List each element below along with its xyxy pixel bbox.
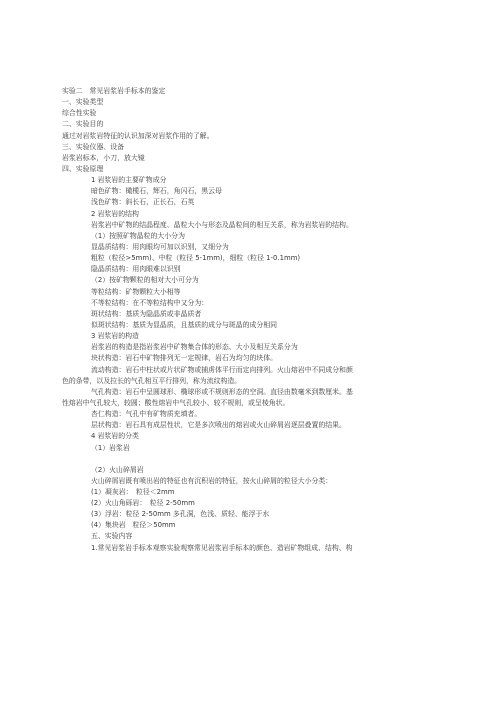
paragraph-line: 粗粒（粒径>5mm)、中粒（粒径 5-1mm)，细粒（粒径 1-0.1mm) [91, 254, 301, 263]
paragraph-line: 杏仁构造：气孔中有矿物质充填者。 [91, 410, 202, 419]
paragraph-line: 等粒结构：矿物颗粒大小相等 [91, 287, 181, 296]
paragraph-line: （1）按照矿物晶粒的大小分为 [91, 231, 185, 240]
list-item: (3）浮岩：粒径 2-50mm 多孔洞，色浅、质轻、能浮于水 [91, 510, 270, 519]
paragraph-line: （2）按矿物颗粒的相对大小可分为 [91, 276, 199, 285]
section-heading: 五、实验内容 [91, 532, 133, 541]
blank-line [62, 454, 442, 465]
paragraph-line: 性熔岩中气孔较大，较圆；酸性熔岩中气孔较小、较不规则，或呈棱角状。 [62, 398, 290, 407]
list-item: (1）凝灰岩： 粒径＜2mm [91, 487, 175, 496]
subsection-heading: 2 岩浆岩的结构 [91, 209, 139, 218]
section-heading: 一、实验类型 [62, 98, 104, 107]
paragraph-line: 通过对岩浆岩特征的认识加深对岩浆作用的了解。 [62, 131, 214, 140]
paragraph-line: 综合性实验 [62, 109, 97, 118]
paragraph-line: 隐晶质结构：用肉眼难以识别 [91, 265, 181, 274]
paragraph-line: 流动构造：岩石中柱状或片状矿物或捕虏体平行而定向排列。火山熔岩中不同成分和颜 [91, 365, 353, 374]
paragraph-line: 斑状结构：基质为隐晶质或非晶质者 [91, 309, 202, 318]
paragraph-line: 火山碎屑岩既有喷出岩的特征也有沉积岩的特征，按火山碎屑的粒径大小分类： [91, 476, 333, 485]
paragraph-line: 岩浆岩的构造是指岩浆岩中矿物集合体的形态、大小及相互关系分为 [91, 343, 298, 352]
paragraph-line: （1）岩浆岩 [91, 443, 130, 452]
section-heading: 二、实验目的 [62, 120, 104, 129]
paragraph-line: 层状构造：岩石具有成层性状，它是多次喷出的熔岩或火山碎屑岩逐层叠置的结果。 [91, 421, 346, 430]
subsection-heading: 3 岩浆岩的构造 [91, 332, 139, 341]
document-body [62, 86, 442, 554]
paragraph-line: 岩浆岩中矿物的结晶程度、晶粒大小与形态及晶粒间的相互关系，称为岩浆岩的结构。 [91, 220, 353, 229]
list-item: (2）火山角砾岩： 粒径 2-50mm [91, 499, 195, 508]
subsection-heading: 4 岩浆岩的分类 [91, 432, 139, 441]
section-heading: 四、实验原理 [62, 164, 104, 173]
list-item: (4）集块岩 粒径＞50mm [91, 521, 176, 530]
paragraph-line: 1.常见岩浆岩手标本观察实验观察常见岩浆岩手标本的颜色、造岩矿物组成、结构、构 [91, 543, 353, 552]
section-heading: 三、实验仪器、设备 [62, 142, 125, 151]
subsection-heading: 1 岩浆岩的主要矿物成分 [91, 176, 167, 185]
paragraph-line: 气孔构造：岩石中呈圆球形、椭球形或不规则形态的空洞。直径由数毫米到数厘米。基 [91, 387, 353, 396]
paragraph-line: 浅色矿物：斜长石，正长石，石英 [91, 198, 195, 207]
paragraph-line: 岩浆岩标本，小刀，放大镜 [62, 153, 145, 162]
paragraph-line: （2）火山碎屑岩 [91, 465, 144, 474]
paragraph-line: 暗色矿物：橄榄石，辉石，角闪石，黑云母 [91, 187, 222, 196]
paragraph-line: 似斑状结构：基质为显晶质，且基质的成分与斑晶的成分相同 [91, 320, 278, 329]
paragraph-line: 块状构造：岩石中矿物排列无一定规律，岩石为均匀的块体。 [91, 354, 278, 363]
paragraph-line: 色的条带，以及拉长的气孔相互平行排列，称为流纹构造。 [62, 376, 242, 385]
paragraph-line: 不等粒结构：在不等粒结构中又分为： [91, 298, 209, 307]
paragraph-line: 显晶质结构：用肉眼均可加以识别，又细分为 [91, 242, 229, 251]
doc-title: 实验二 常见岩浆岩手标本的鉴定 [62, 87, 166, 95]
